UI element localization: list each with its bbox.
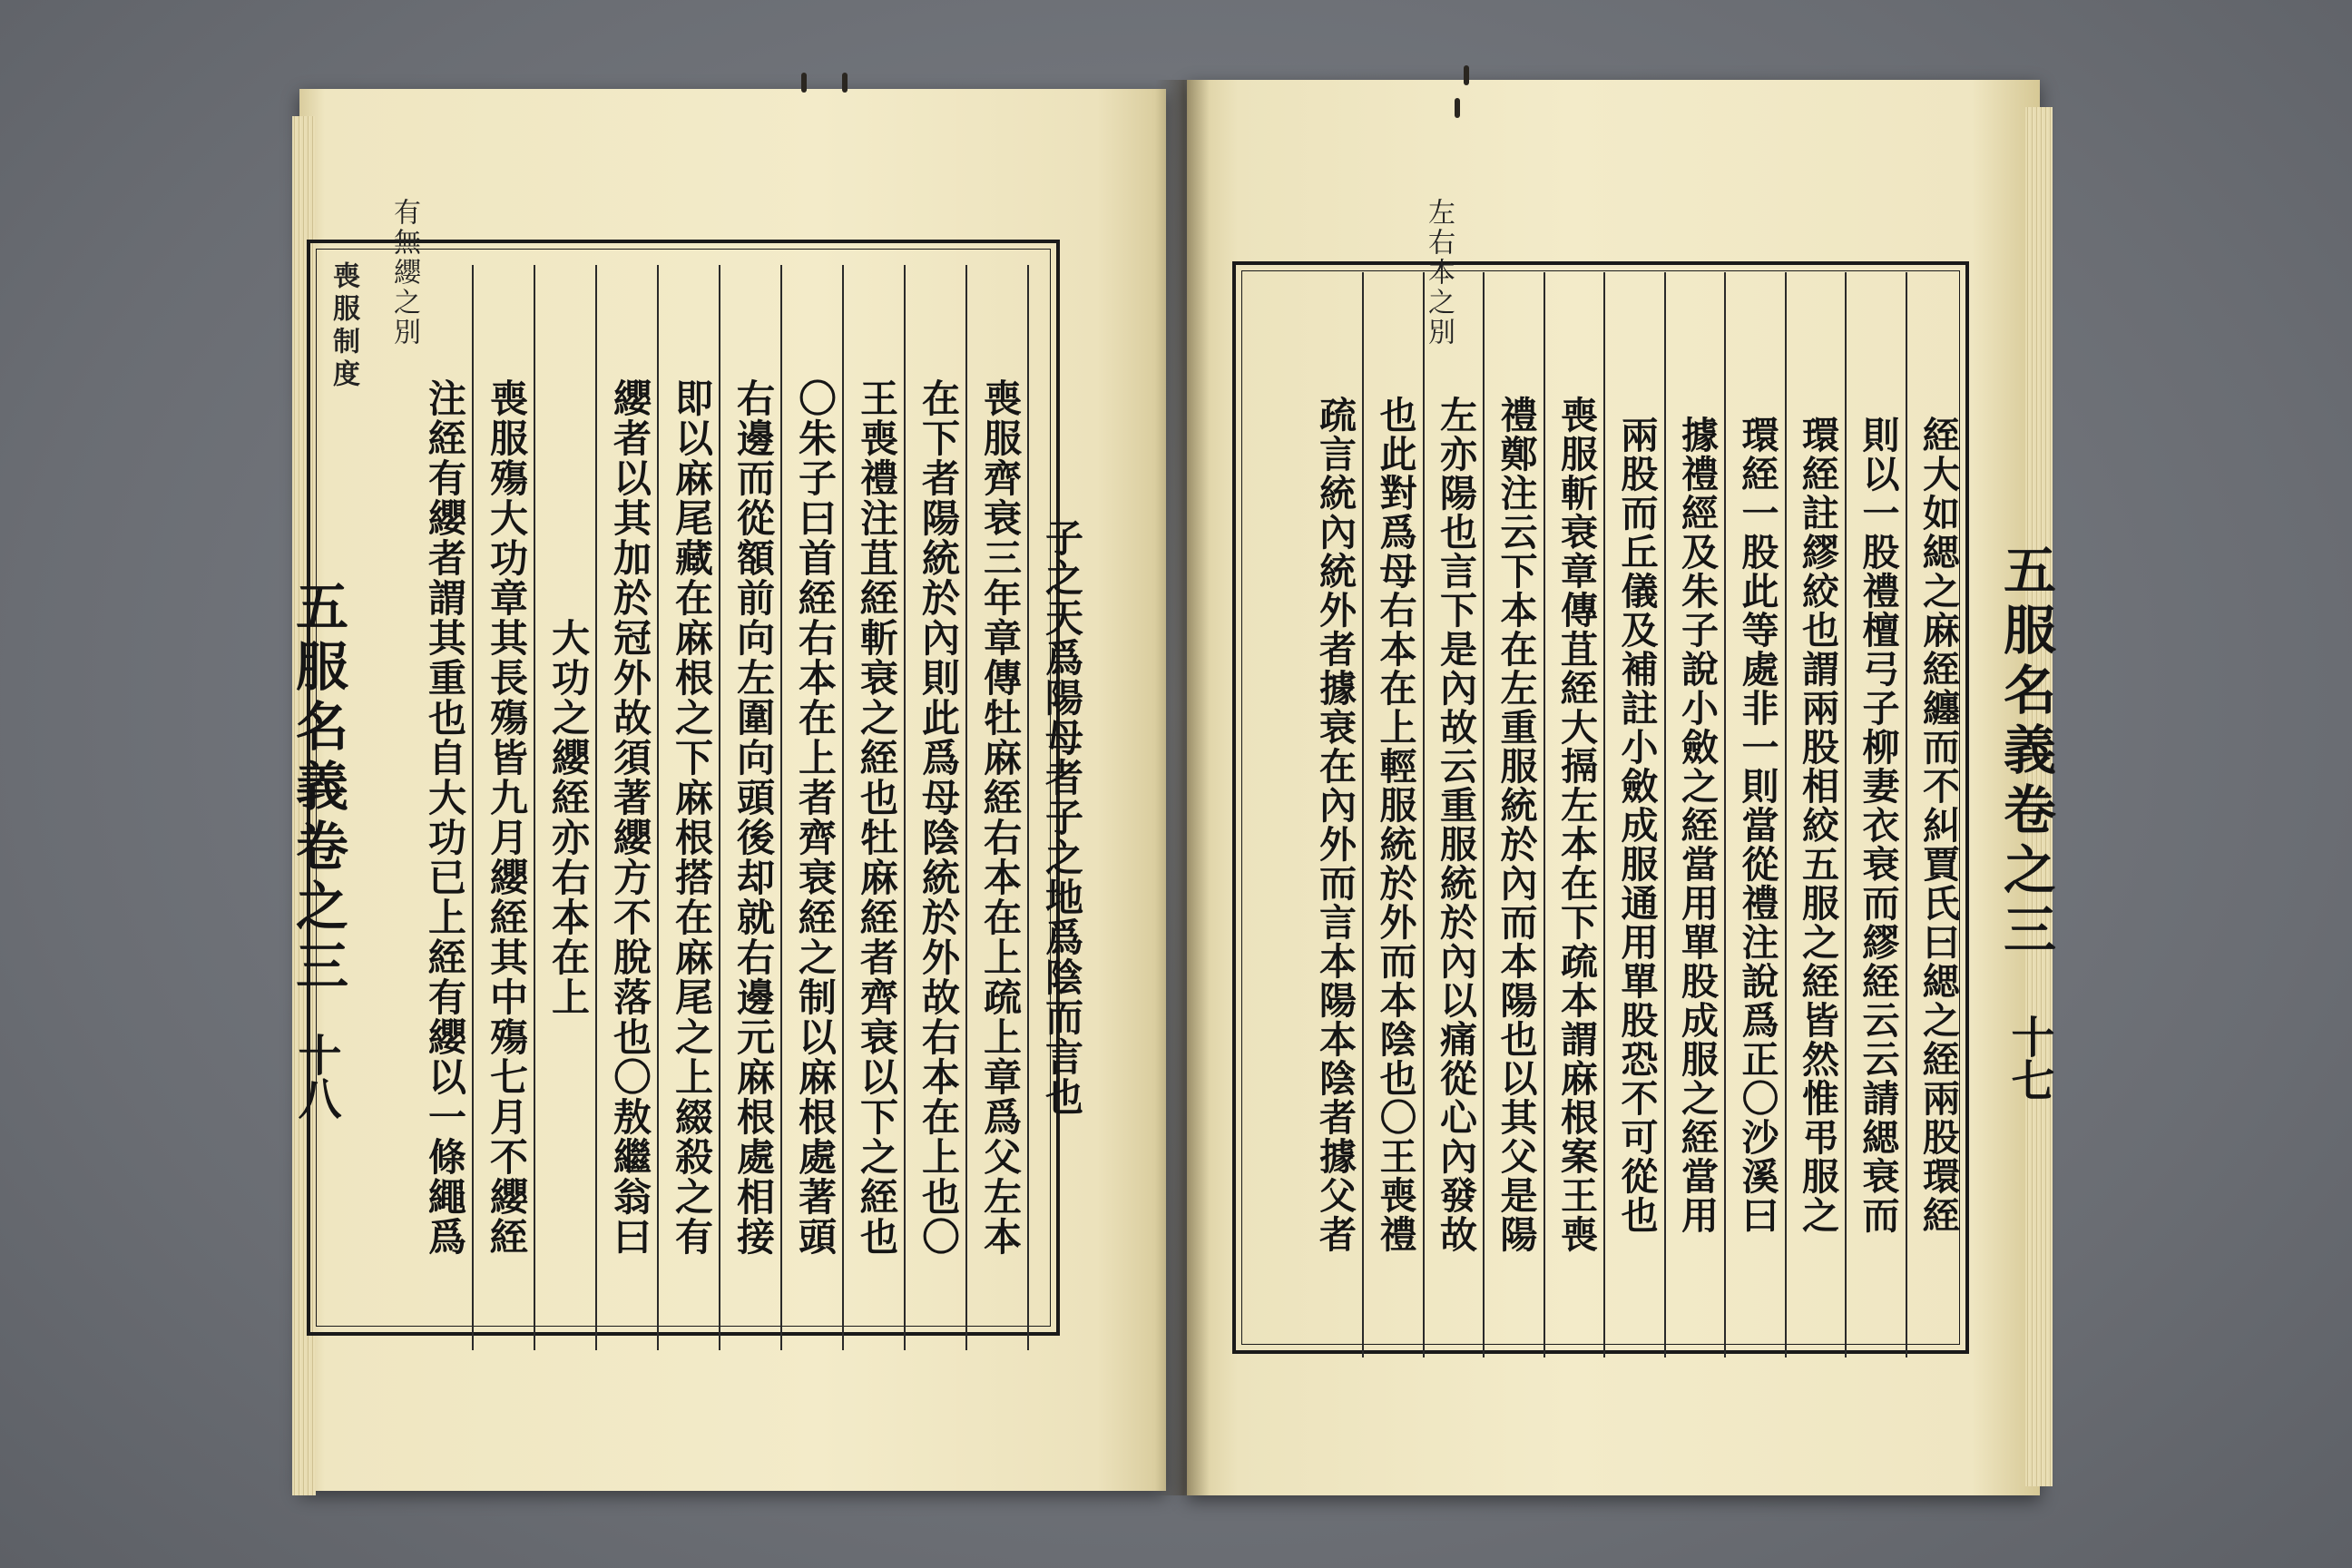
text-column: 疏言統內統外者據衰在內外而言本陽本陰者據父者 (1313, 396, 1357, 1254)
binding-thread-mark (1455, 98, 1460, 118)
left-chapter-label: 喪服制度 (328, 261, 359, 392)
binding-thread-mark (842, 73, 848, 93)
left-text-columns (352, 265, 1089, 1350)
right-margin-note: 左右本之別 (1423, 198, 1455, 348)
binding-thread-mark (801, 73, 807, 93)
right-fold-number: 十七 (2004, 1014, 2054, 1102)
left-fold-number: 十八 (290, 1033, 341, 1120)
text-column: 王喪禮注苴絰斬衰之絰也牡麻絰者齊衰以下之絰也 (842, 265, 904, 1350)
right-text-columns (1240, 272, 1965, 1357)
right-center-title: 五服名義卷之三 (1994, 543, 2056, 962)
binding-thread-mark (1464, 65, 1469, 85)
text-column: 纓者以其加於冠外故須著纓方不脫落也〇敖繼翁曰 (595, 265, 657, 1350)
text-column: 喪服殤大功章其長殤皆九月纓絰其中殤七月不纓絰 (472, 265, 534, 1350)
book-gutter (1155, 80, 1210, 1495)
text-column: 禮鄭注云下本在左重服統於內而本陽也以其父是陽 (1483, 272, 1544, 1357)
text-column: 環絰一股此等處非一則當從禮注說爲正〇沙溪曰 (1724, 272, 1785, 1357)
text-column: 則以一股禮檀弓子柳妻衣衰而繆絰云云請緦衰而 (1845, 272, 1906, 1357)
text-column: 在下者陽統於內則此爲母陰統於外故右本在上也〇 (904, 265, 965, 1350)
text-column: 絰大如緦之麻絰纏而不糾賈氏曰緦之絰兩股環絰 (1906, 272, 1966, 1357)
text-column: 左亦陽也言下是內故云重服統於內以痛從心內發故 (1423, 272, 1484, 1357)
left-center-title: 五服名義卷之三 (287, 579, 348, 998)
text-column: 〇朱子曰首絰右本在上者齊衰絰之制以麻根處著頭 (780, 265, 842, 1350)
text-column: 喪服斬衰章傳苴絰大搹左本在下疏本謂麻根案王喪 (1544, 272, 1604, 1357)
text-column: 也此對爲母右本在上輕服統於外而本陰也〇王喪禮 (1362, 272, 1423, 1357)
text-column: 據禮經及朱子說小斂之絰當用單股成服之絰當用 (1664, 272, 1725, 1357)
text-column: 喪服齊衰三年章傳牡麻絰右本在上疏上章爲父左本 (965, 265, 1027, 1350)
text-column: 右邊而從額前向左圍向頭後却就右邊元麻根處相接 (719, 265, 780, 1350)
text-column: 子之天爲陽母者子之地爲陰而言也 (1027, 265, 1089, 1350)
text-column: 注絰有纓者謂其重也自大功已上絰有纓以一條繩爲 (423, 378, 467, 1257)
text-column: 兩股而丘儀及補註小斂成服通用單股恐不可從也 (1603, 272, 1664, 1357)
text-column: 即以麻尾藏在麻根之下麻根搭在麻尾之上綴殺之有 (657, 265, 719, 1350)
left-margin-note: 有無纓之別 (388, 198, 420, 348)
text-column: 大功之纓絰亦右本在上 (534, 265, 595, 1350)
text-column: 環絰註繆絞也謂兩股相絞五服之絰皆然惟弔服之 (1785, 272, 1846, 1357)
